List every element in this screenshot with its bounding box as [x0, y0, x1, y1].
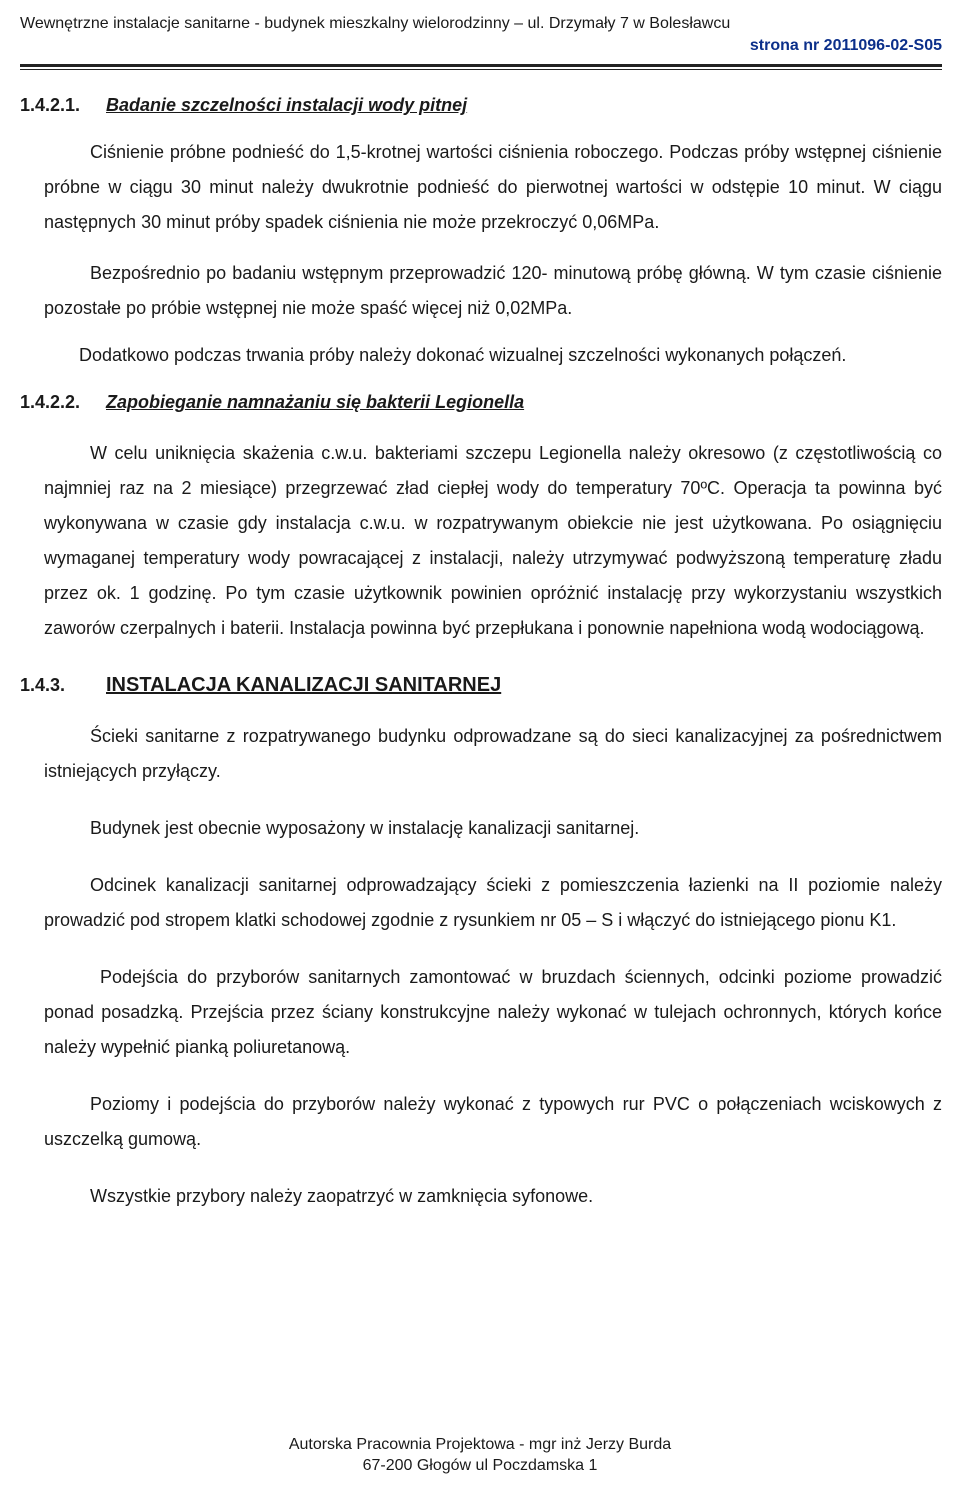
header-divider: [20, 64, 942, 70]
page-header: [20, 14, 942, 54]
paragraph-text: Podejścia do przyborów sanitarnych zamontować w bruzdach ściennych, odcinki poziome prowadzić ponad posadzką. Przejścia przez ściany konstrukcyjne należy wykonać w tulejach ochronnych, których końce należy wypełnić pianką poliuretanową.: [44, 967, 942, 1057]
section-title: Zapobieganie namnażaniu się bakterii Legionella: [106, 392, 525, 412]
footer-line-address: 67-200 Głogów ul Poczdamska 1: [362, 1457, 598, 1474]
header-title: Wewnętrzne instalacje sanitarne - budynek mieszkalny wielorodzinny – ul. Drzymały 7 w Bolesławcu: [20, 15, 731, 32]
section-number: 1.4.2.1.: [20, 95, 81, 115]
section-heading-1-4-2-2: [20, 385, 942, 420]
paragraph-text: Ścieki sanitarne z rozpatrywanego budynku odprowadzane są do sieci kanalizacyjnej za pośrednictwem istniejących przyłączy.: [44, 726, 942, 781]
paragraph-text: Ciśnienie próbne podnieść do 1,5-krotnej wartości ciśnienia roboczego. Podczas próby wstępnej ciśnienie próbne w ciągu 30 minut należy dwukrotnie podnieść do pierwotnej wartości w odstępie 10 minut. W ciągu następnych 30 minut próby spadek ciśnienia nie może przekroczyć 0,06MPa.: [44, 142, 942, 232]
paragraph: [44, 135, 942, 240]
document-body: [20, 88, 942, 1214]
page-footer: [0, 1434, 960, 1476]
paragraph-text: W celu uniknięcia skażenia c.w.u. bakteriami szczepu Legionella należy okresowo (z częstotliwością co najmniej raz na 2 miesiące) przegrzewać zład ciepłej wody do temperatury 70ºC. Operacja ta powinna być wykonywana w czasie gdy instalacja c.w.u. w rozpatrywanym obiekcie nie jest użytkowana. Po osiągnięciu wymaganej temperatury wody powracającej z instalacji, należy utrzymywać podwyższoną temperaturę zładu przez ok. 1 godzinę. Po tym czasie użytkownik powinien opróżnić instalację przy wykorzystaniu wszystkich zaworów czerpalnych i baterii. Instalacja powinna być przepłukana i ponownie napełniona wodą wodociągową.: [44, 443, 942, 638]
paragraph: [44, 436, 942, 646]
section-title: INSTALACJA KANALIZACJI SANITARNEJ: [106, 674, 502, 696]
paragraph: [44, 256, 942, 326]
paragraph: [44, 811, 942, 846]
section-heading-1-4-2-1: [20, 88, 942, 123]
paragraph: [79, 338, 942, 373]
section-number: 1.4.2.2.: [20, 392, 81, 412]
paragraph: [44, 719, 942, 789]
paragraph-text: Poziomy i podejścia do przyborów należy wykonać z typowych rur PVC o połączeniach wciskowych z uszczelką gumową.: [44, 1094, 942, 1149]
paragraph: [44, 1179, 942, 1214]
paragraph-text: Budynek jest obecnie wyposażony w instalację kanalizacji sanitarnej.: [90, 818, 640, 838]
paragraph-text: Odcinek kanalizacji sanitarnej odprowadzający ścieki z pomieszczenia łazienki na II poziomie należy prowadzić pod stropem klatki schodowej zgodnie z rysunkiem nr 05 – S i włączyć do istniejącego pionu K1.: [44, 875, 942, 930]
section-title: Badanie szczelności instalacji wody pitnej: [106, 95, 468, 115]
paragraph-text: Dodatkowo podczas trwania próby należy dokonać wizualnej szczelności wykonanych połączeń.: [79, 345, 847, 365]
paragraph: [44, 868, 942, 938]
paragraph-text: Bezpośrednio po badaniu wstępnym przeprowadzić 120- minutową próbę główną. W tym czasie ciśnienie pozostałe po próbie wstępnej nie może spaść więcej niż 0,02MPa.: [44, 263, 942, 318]
section-heading-1-4-3: [20, 668, 942, 703]
paragraph: [44, 1087, 942, 1157]
header-page-ref: strona nr 2011096-02-S05: [749, 37, 942, 54]
section-number: 1.4.3.: [20, 675, 66, 695]
paragraph-text: Wszystkie przybory należy zaopatrzyć w zamknięcia syfonowe.: [90, 1186, 594, 1206]
footer-line-company: Autorska Pracownia Projektowa - mgr inż Jerzy Burda: [288, 1436, 672, 1453]
paragraph: [44, 960, 942, 1065]
